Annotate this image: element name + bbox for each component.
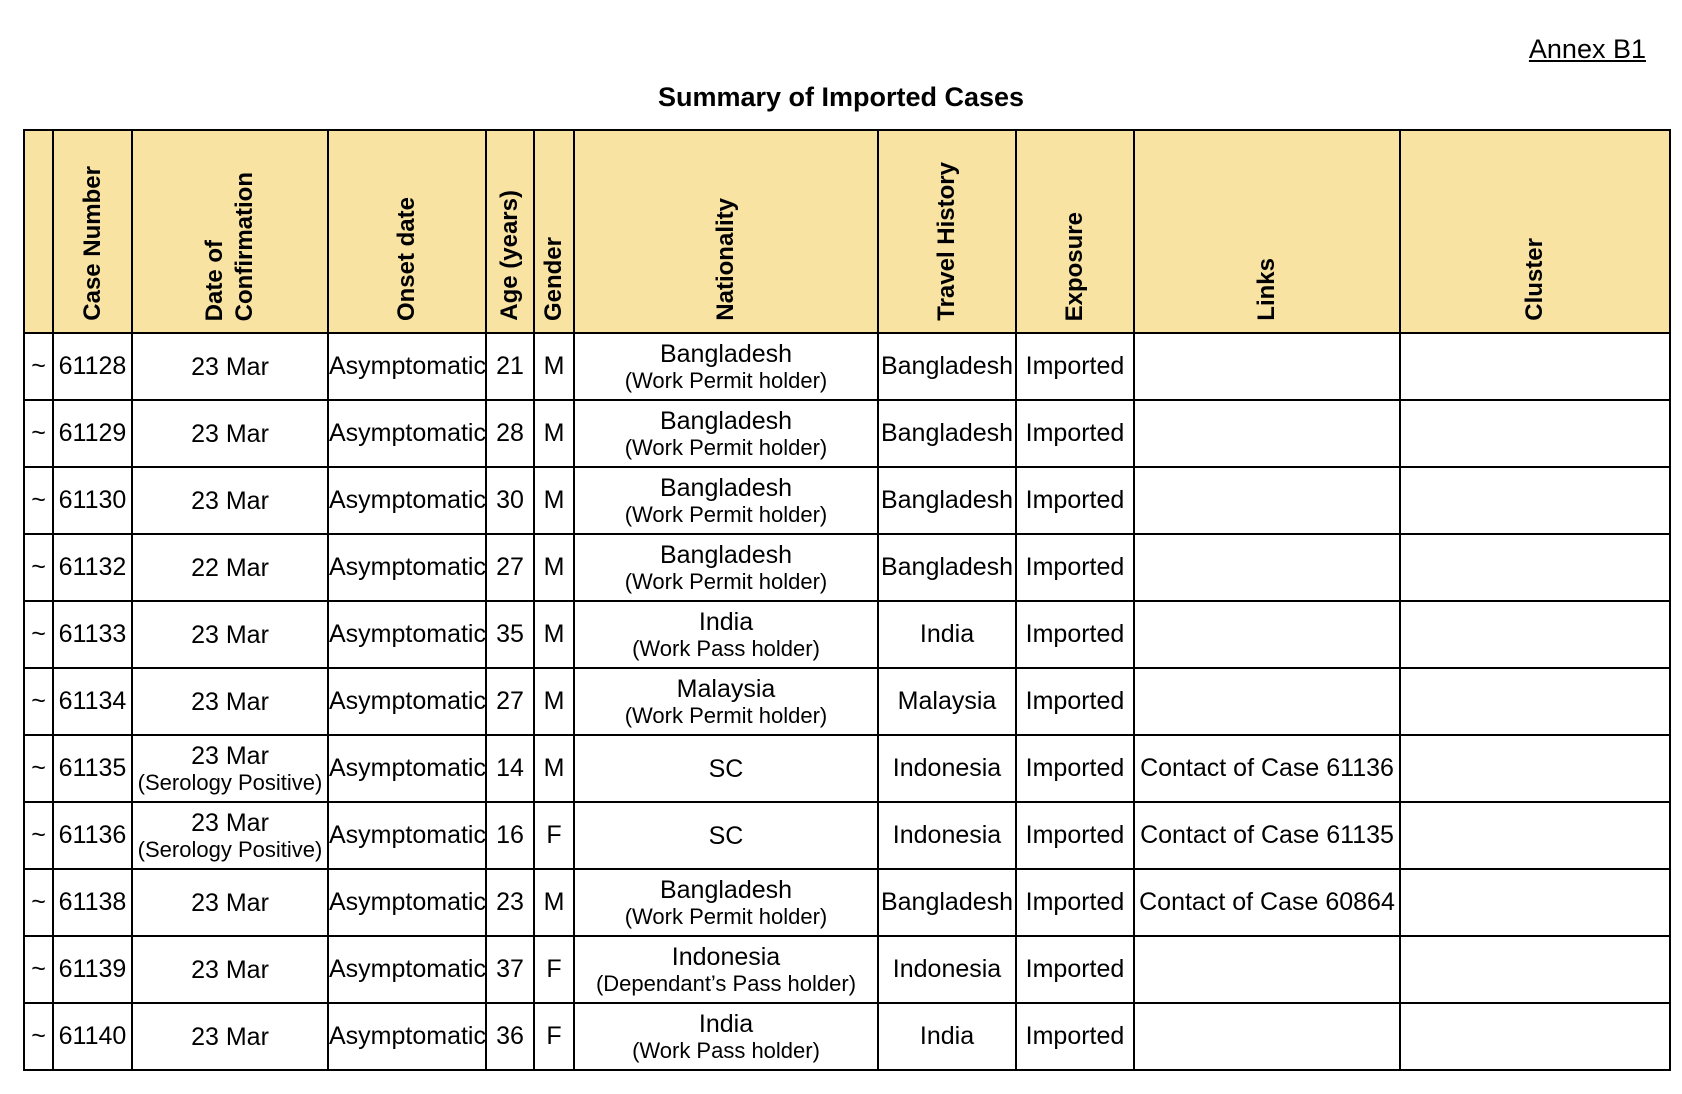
pass-type: (Work Permit holder) bbox=[624, 501, 828, 527]
header-case-number bbox=[53, 130, 132, 333]
cluster-cell bbox=[1400, 333, 1670, 400]
cluster-cell bbox=[1400, 668, 1670, 735]
cluster-cell bbox=[1400, 735, 1670, 802]
pass-type: (Work Permit holder) bbox=[624, 434, 828, 460]
nationality-value: Bangladesh bbox=[659, 406, 793, 435]
date-cell bbox=[132, 333, 328, 400]
cluster-cell bbox=[1400, 1003, 1670, 1070]
gender-cell: M bbox=[534, 534, 574, 601]
gender-cell: F bbox=[534, 936, 574, 1003]
nationality-cell bbox=[574, 400, 878, 467]
age-cell: 35 bbox=[486, 601, 534, 668]
age-cell: 27 bbox=[486, 534, 534, 601]
nationality-cell bbox=[574, 936, 878, 1003]
table-row bbox=[24, 936, 1670, 1003]
travel-history-cell: Bangladesh bbox=[878, 400, 1016, 467]
links-cell bbox=[1134, 333, 1400, 400]
links-cell: Contact of Case 61136 bbox=[1134, 735, 1400, 802]
onset-cell: Asymptomatic bbox=[328, 400, 486, 467]
row-marker: ~ bbox=[24, 400, 53, 467]
case-number-cell: 61136 bbox=[53, 802, 132, 869]
age-cell: 21 bbox=[486, 333, 534, 400]
nationality-value: Bangladesh bbox=[659, 339, 793, 368]
gender-cell: M bbox=[534, 601, 574, 668]
date-value: 23 Mar bbox=[191, 808, 269, 837]
nationality-cell bbox=[574, 802, 878, 869]
pass-type: (Work Permit holder) bbox=[624, 702, 828, 728]
date-note: (Serology Positive) bbox=[137, 836, 323, 862]
nationality-cell bbox=[574, 467, 878, 534]
date-value: 23 Mar bbox=[191, 741, 269, 770]
age-cell: 14 bbox=[486, 735, 534, 802]
table-body bbox=[24, 333, 1670, 1070]
header-onset-date bbox=[328, 130, 486, 333]
date-cell bbox=[132, 936, 328, 1003]
header-cluster-label: Cluster bbox=[1521, 238, 1548, 321]
case-number-cell: 61139 bbox=[53, 936, 132, 1003]
cluster-cell bbox=[1400, 400, 1670, 467]
age-cell: 36 bbox=[486, 1003, 534, 1070]
date-value: 23 Mar bbox=[191, 687, 269, 716]
onset-cell: Asymptomatic bbox=[328, 668, 486, 735]
header-links-label: Links bbox=[1253, 258, 1280, 321]
onset-cell: Asymptomatic bbox=[328, 735, 486, 802]
links-cell: Contact of Case 61135 bbox=[1134, 802, 1400, 869]
exposure-cell: Imported bbox=[1016, 668, 1134, 735]
imported-cases-table bbox=[23, 129, 1671, 1071]
header-date-of-confirmation bbox=[132, 130, 328, 333]
date-cell bbox=[132, 467, 328, 534]
row-marker: ~ bbox=[24, 735, 53, 802]
row-marker: ~ bbox=[24, 869, 53, 936]
nationality-cell bbox=[574, 601, 878, 668]
gender-cell: M bbox=[534, 869, 574, 936]
pass-type: (Work Permit holder) bbox=[624, 367, 828, 393]
annex-label: Annex B1 bbox=[1528, 34, 1646, 64]
gender-cell: M bbox=[534, 467, 574, 534]
header-nationality bbox=[574, 130, 878, 333]
date-value: 23 Mar bbox=[191, 1022, 269, 1051]
table-row bbox=[24, 802, 1670, 869]
date-value: 23 Mar bbox=[191, 620, 269, 649]
gender-cell: F bbox=[534, 802, 574, 869]
travel-history-cell: Bangladesh bbox=[878, 467, 1016, 534]
row-marker: ~ bbox=[24, 601, 53, 668]
links-cell bbox=[1134, 936, 1400, 1003]
table-row bbox=[24, 467, 1670, 534]
table-row bbox=[24, 869, 1670, 936]
table-row bbox=[24, 735, 1670, 802]
travel-history-cell: Bangladesh bbox=[878, 869, 1016, 936]
exposure-cell: Imported bbox=[1016, 333, 1134, 400]
header-date-line1: Date of bbox=[201, 239, 228, 321]
links-cell bbox=[1134, 1003, 1400, 1070]
header-gender-label: Gender bbox=[540, 236, 567, 321]
row-marker: ~ bbox=[24, 467, 53, 534]
age-cell: 16 bbox=[486, 802, 534, 869]
row-marker: ~ bbox=[24, 1003, 53, 1070]
exposure-cell: Imported bbox=[1016, 936, 1134, 1003]
onset-cell: Asymptomatic bbox=[328, 601, 486, 668]
case-number-cell: 61128 bbox=[53, 333, 132, 400]
date-cell bbox=[132, 869, 328, 936]
date-cell bbox=[132, 802, 328, 869]
cluster-cell bbox=[1400, 869, 1670, 936]
case-number-cell: 61129 bbox=[53, 400, 132, 467]
exposure-cell: Imported bbox=[1016, 735, 1134, 802]
links-cell bbox=[1134, 601, 1400, 668]
gender-cell: M bbox=[534, 400, 574, 467]
links-cell bbox=[1134, 400, 1400, 467]
links-cell bbox=[1134, 467, 1400, 534]
pass-type: (Dependant’s Pass holder) bbox=[595, 970, 857, 996]
case-number-cell: 61130 bbox=[53, 467, 132, 534]
header-travel-label: Travel History bbox=[933, 162, 960, 321]
travel-history-cell: Indonesia bbox=[878, 802, 1016, 869]
gender-cell: M bbox=[534, 333, 574, 400]
links-cell: Contact of Case 60864 bbox=[1134, 869, 1400, 936]
row-marker: ~ bbox=[24, 534, 53, 601]
nationality-value: SC bbox=[708, 754, 744, 783]
row-marker: ~ bbox=[24, 668, 53, 735]
onset-cell: Asymptomatic bbox=[328, 802, 486, 869]
exposure-cell: Imported bbox=[1016, 802, 1134, 869]
table-row bbox=[24, 400, 1670, 467]
exposure-cell: Imported bbox=[1016, 400, 1134, 467]
header-onset-label: Onset date bbox=[393, 196, 420, 321]
header-links bbox=[1134, 130, 1400, 333]
nationality-cell bbox=[574, 333, 878, 400]
nationality-value: Indonesia bbox=[671, 942, 781, 971]
age-cell: 30 bbox=[486, 467, 534, 534]
links-cell bbox=[1134, 534, 1400, 601]
case-number-cell: 61140 bbox=[53, 1003, 132, 1070]
table-row bbox=[24, 1003, 1670, 1070]
exposure-cell: Imported bbox=[1016, 1003, 1134, 1070]
onset-cell: Asymptomatic bbox=[328, 1003, 486, 1070]
nationality-value: Bangladesh bbox=[659, 540, 793, 569]
header-cluster bbox=[1400, 130, 1670, 333]
travel-history-cell: Indonesia bbox=[878, 936, 1016, 1003]
date-cell bbox=[132, 1003, 328, 1070]
cluster-cell bbox=[1400, 936, 1670, 1003]
age-cell: 27 bbox=[486, 668, 534, 735]
exposure-cell: Imported bbox=[1016, 534, 1134, 601]
travel-history-cell: Indonesia bbox=[878, 735, 1016, 802]
date-cell bbox=[132, 735, 328, 802]
cluster-cell bbox=[1400, 467, 1670, 534]
header-age bbox=[486, 130, 534, 333]
exposure-cell: Imported bbox=[1016, 601, 1134, 668]
date-cell bbox=[132, 534, 328, 601]
nationality-value: India bbox=[698, 607, 754, 636]
onset-cell: Asymptomatic bbox=[328, 467, 486, 534]
nationality-cell bbox=[574, 735, 878, 802]
nationality-cell bbox=[574, 1003, 878, 1070]
nationality-value: Bangladesh bbox=[659, 875, 793, 904]
date-value: 22 Mar bbox=[191, 553, 269, 582]
nationality-value: Bangladesh bbox=[659, 473, 793, 502]
age-cell: 28 bbox=[486, 400, 534, 467]
travel-history-cell: Bangladesh bbox=[878, 333, 1016, 400]
table-row bbox=[24, 333, 1670, 400]
header-marker bbox=[24, 130, 53, 333]
case-number-cell: 61132 bbox=[53, 534, 132, 601]
case-number-cell: 61133 bbox=[53, 601, 132, 668]
header-age-label: Age (years) bbox=[496, 190, 523, 321]
travel-history-cell: India bbox=[878, 1003, 1016, 1070]
gender-cell: F bbox=[534, 1003, 574, 1070]
gender-cell: M bbox=[534, 668, 574, 735]
header-date-line2: Confirmation bbox=[231, 171, 258, 321]
page-title: Summary of Imported Cases bbox=[657, 82, 1025, 112]
pass-type: (Work Permit holder) bbox=[624, 568, 828, 594]
pass-type: (Work Pass holder) bbox=[632, 1037, 820, 1063]
header-row bbox=[24, 130, 1670, 333]
date-cell bbox=[132, 601, 328, 668]
table-row bbox=[24, 668, 1670, 735]
date-value: 23 Mar bbox=[191, 352, 269, 381]
row-marker: ~ bbox=[24, 333, 53, 400]
date-cell bbox=[132, 400, 328, 467]
header-date-label bbox=[200, 172, 260, 327]
travel-history-cell: India bbox=[878, 601, 1016, 668]
pass-type: (Work Permit holder) bbox=[624, 903, 828, 929]
onset-cell: Asymptomatic bbox=[328, 869, 486, 936]
table-row bbox=[24, 534, 1670, 601]
nationality-cell bbox=[574, 668, 878, 735]
travel-history-cell: Bangladesh bbox=[878, 534, 1016, 601]
header-exposure-label: Exposure bbox=[1061, 211, 1088, 321]
exposure-cell: Imported bbox=[1016, 467, 1134, 534]
age-cell: 37 bbox=[486, 936, 534, 1003]
onset-cell: Asymptomatic bbox=[328, 936, 486, 1003]
row-marker: ~ bbox=[24, 802, 53, 869]
header-travel-history bbox=[878, 130, 1016, 333]
case-number-cell: 61135 bbox=[53, 735, 132, 802]
gender-cell: M bbox=[534, 735, 574, 802]
row-marker: ~ bbox=[24, 936, 53, 1003]
header-exposure bbox=[1016, 130, 1134, 333]
cluster-cell bbox=[1400, 534, 1670, 601]
nationality-cell bbox=[574, 869, 878, 936]
onset-cell: Asymptomatic bbox=[328, 333, 486, 400]
date-value: 23 Mar bbox=[191, 888, 269, 917]
date-value: 23 Mar bbox=[191, 486, 269, 515]
date-note: (Serology Positive) bbox=[137, 769, 323, 795]
nationality-cell bbox=[574, 534, 878, 601]
onset-cell: Asymptomatic bbox=[328, 534, 486, 601]
age-cell: 23 bbox=[486, 869, 534, 936]
date-value: 23 Mar bbox=[191, 419, 269, 448]
exposure-cell: Imported bbox=[1016, 869, 1134, 936]
nationality-value: India bbox=[698, 1009, 754, 1038]
nationality-value: SC bbox=[708, 821, 744, 850]
nationality-value: Malaysia bbox=[676, 674, 776, 703]
header-gender bbox=[534, 130, 574, 333]
cluster-cell bbox=[1400, 601, 1670, 668]
pass-type: (Work Pass holder) bbox=[632, 635, 820, 661]
header-case-number-label: Case Number bbox=[78, 166, 106, 321]
date-value: 23 Mar bbox=[191, 955, 269, 984]
links-cell bbox=[1134, 668, 1400, 735]
travel-history-cell: Malaysia bbox=[878, 668, 1016, 735]
case-number-cell: 61138 bbox=[53, 869, 132, 936]
table-row bbox=[24, 601, 1670, 668]
cluster-cell bbox=[1400, 802, 1670, 869]
case-number-cell: 61134 bbox=[53, 668, 132, 735]
header-nationality-label: Nationality bbox=[712, 198, 739, 321]
date-cell bbox=[132, 668, 328, 735]
